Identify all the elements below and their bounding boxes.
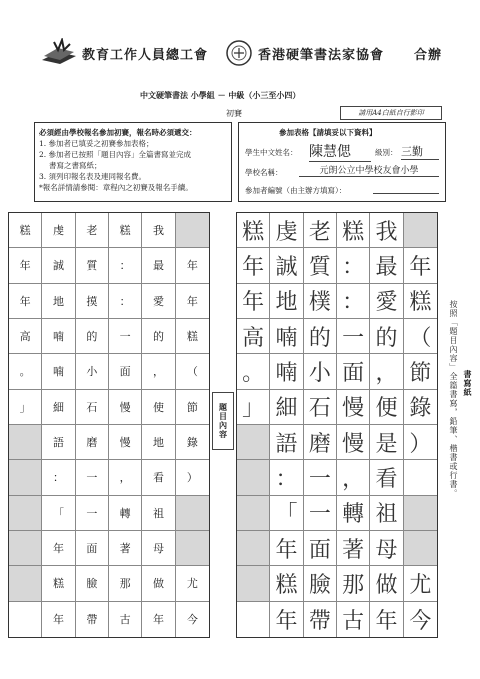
reference-char-cell: 喃 — [42, 354, 75, 389]
reference-char-cell: 我 — [142, 213, 175, 248]
written-char-cell — [237, 496, 270, 531]
written-char-cell: 樸 — [304, 284, 337, 319]
reference-char-cell — [9, 566, 42, 601]
written-char-cell: 年 — [270, 531, 303, 566]
written-char-cell: 是 — [370, 425, 403, 460]
written-char-cell: 喃 — [270, 319, 303, 354]
written-char-cell: 喃 — [270, 354, 303, 389]
reference-char-cell: 的 — [76, 319, 109, 354]
reference-char-cell: 年 — [176, 248, 209, 283]
reference-char-cell: 糕 — [9, 213, 42, 248]
reference-char-cell: ， — [109, 460, 142, 495]
reference-char-cell: 母 — [142, 531, 175, 566]
seal-logo-icon — [226, 40, 252, 66]
reference-char-cell: 尤 — [176, 566, 209, 601]
written-char-cell — [237, 460, 270, 495]
topic-label-box — [212, 392, 234, 450]
written-char-cell: ， — [370, 354, 403, 389]
written-char-cell: 做 — [370, 566, 403, 601]
instruction-item: 書寫之書寫紙； — [49, 161, 102, 170]
written-char-cell: 細 — [270, 390, 303, 425]
reference-char-cell: 地 — [42, 284, 75, 319]
instruction-item: *報名詳情請參閱：章程內之初賽及報名手續。 — [39, 183, 193, 192]
written-char-cell — [237, 566, 270, 601]
written-char-cell: 老 — [304, 213, 337, 248]
written-char-cell: 尤 — [404, 566, 437, 601]
written-char-cell: 高 — [237, 319, 270, 354]
id-field[interactable] — [373, 193, 439, 194]
written-char-cell: 愛 — [370, 284, 403, 319]
instructions-title: 必須經由學校報名參加初賽，報名時必須遞交： — [39, 128, 197, 137]
reference-char-cell: 一 — [76, 496, 109, 531]
reference-char-cell — [9, 531, 42, 566]
written-char-cell — [237, 531, 270, 566]
reference-char-cell — [9, 496, 42, 531]
reference-char-cell: 做 — [142, 566, 175, 601]
written-char-cell: 臉 — [304, 566, 337, 601]
written-char-cell: 」 — [237, 390, 270, 425]
written-char-cell: 慢 — [337, 425, 370, 460]
written-char-cell: 石 — [304, 390, 337, 425]
reference-char-cell: 轉 — [109, 496, 142, 531]
reference-char-cell: 石 — [76, 390, 109, 425]
reference-char-cell: 節 — [176, 390, 209, 425]
written-char-cell: 糕 — [237, 213, 270, 248]
org-right-name: 香港硬筆書法家協會 — [258, 48, 385, 63]
reference-char-cell: 糕 — [42, 566, 75, 601]
written-char-cell: 。 — [237, 354, 270, 389]
reference-char-cell: 質 — [76, 248, 109, 283]
written-char-cell — [404, 213, 437, 248]
reference-char-cell — [176, 531, 209, 566]
class-field[interactable]: 三勤 — [401, 143, 439, 160]
reference-char-cell — [176, 496, 209, 531]
written-char-cell — [404, 496, 437, 531]
written-char-cell: 虔 — [270, 213, 303, 248]
written-char-cell: 便 — [370, 390, 403, 425]
reference-char-cell: ） — [176, 460, 209, 495]
side-note-text: 按照「題目內容」全篇書寫，鉛筆、楷書或行書。 — [449, 300, 458, 498]
written-char-cell: 面 — [304, 531, 337, 566]
written-char-cell: 母 — [370, 531, 403, 566]
instructions-box — [34, 122, 232, 202]
reference-char-cell: 喃 — [42, 319, 75, 354]
reference-char-cell: 那 — [109, 566, 142, 601]
written-char-cell: 慢 — [337, 390, 370, 425]
written-char-cell: 一 — [304, 496, 337, 531]
written-char-cell: 錄 — [404, 390, 437, 425]
reference-char-cell: 帶 — [76, 602, 109, 637]
reference-char-cell: ： — [42, 460, 75, 495]
written-char-cell: 節 — [404, 354, 437, 389]
written-char-cell: 年 — [237, 248, 270, 283]
written-char-cell: 古 — [337, 602, 370, 637]
reference-char-cell: 面 — [109, 354, 142, 389]
reference-char-cell: 糕 — [109, 213, 142, 248]
written-char-cell — [237, 602, 270, 637]
reference-char-cell: 的 — [142, 319, 175, 354]
name-label: 學生中文姓名： — [245, 148, 298, 157]
reference-char-cell: 糕 — [176, 319, 209, 354]
topic-label: 題目內容 — [218, 403, 229, 439]
school-field[interactable]: 元朗公立中學校友會小學 — [299, 163, 439, 177]
reference-char-cell — [176, 213, 209, 248]
reference-char-cell: 誠 — [42, 248, 75, 283]
reference-char-cell: 慢 — [109, 425, 142, 460]
reference-char-cell: 年 — [176, 284, 209, 319]
written-char-cell: 糕 — [404, 284, 437, 319]
written-char-cell — [237, 425, 270, 460]
written-char-cell: 祖 — [370, 496, 403, 531]
category-title: 中文硬筆書法 小學組 － 中級（小三至小四） — [140, 90, 301, 100]
reference-char-cell: （ — [176, 354, 209, 389]
written-char-cell: ： — [337, 248, 370, 283]
books-logo-icon — [40, 38, 78, 68]
written-char-cell: 我 — [370, 213, 403, 248]
reference-char-cell: 祖 — [142, 496, 175, 531]
written-char-cell: 質 — [304, 248, 337, 283]
instruction-item: 2. 參加者已按照「題目內容」全篇書寫並完成 — [39, 150, 192, 159]
reference-char-cell: 面 — [76, 531, 109, 566]
reference-char-cell: 虔 — [42, 213, 75, 248]
written-char-cell: 一 — [337, 319, 370, 354]
side-note-title: 書寫紙 — [463, 370, 473, 397]
reference-char-cell — [9, 425, 42, 460]
reference-char-cell: 地 — [142, 425, 175, 460]
org-logo-right — [226, 40, 252, 66]
reference-char-cell: 磨 — [76, 425, 109, 460]
instruction-item: 1. 參加者已填妥之初賽參加表格； — [39, 139, 154, 148]
written-char-cell: 最 — [370, 248, 403, 283]
written-char-cell: ： — [270, 460, 303, 495]
name-field[interactable]: 陳慧偲 — [309, 141, 371, 162]
class-label: 級別： — [375, 148, 398, 157]
reference-char-cell: 古 — [109, 602, 142, 637]
reference-char-cell: 年 — [42, 602, 75, 637]
written-char-cell: 年 — [237, 284, 270, 319]
reference-char-cell: 使 — [142, 390, 175, 425]
written-char-cell: 年 — [370, 602, 403, 637]
reference-char-cell: 摸 — [76, 284, 109, 319]
written-char-cell: 今 — [409, 608, 432, 634]
reference-char-cell: 最 — [142, 248, 175, 283]
written-char-cell: 著 — [337, 531, 370, 566]
written-char-cell — [404, 460, 437, 495]
reference-char-cell: 「 — [42, 496, 75, 531]
reference-char-cell: 細 — [42, 390, 75, 425]
reference-char-cell: 臉 — [76, 566, 109, 601]
reference-char-cell: 」 — [9, 390, 42, 425]
written-char-cell: 轉 — [337, 496, 370, 531]
written-char-cell — [404, 531, 437, 566]
reference-char-cell: ： — [109, 284, 142, 319]
reference-char-cell: 一 — [76, 460, 109, 495]
reference-char-cell: 一 — [109, 319, 142, 354]
org-left-name: 教育工作人員總工會 — [82, 48, 209, 63]
reference-char-cell — [9, 460, 42, 495]
written-char-cell: ： — [337, 284, 370, 319]
reference-char-cell: ： — [109, 248, 142, 283]
reference-char-cell: 高 — [9, 319, 42, 354]
instruction-item: 3. 須列印報名表及連同報名費。 — [39, 172, 147, 181]
written-char-cell: 糕 — [337, 213, 370, 248]
reference-char-cell: 小 — [76, 354, 109, 389]
reference-char-cell: 錄 — [176, 425, 209, 460]
written-char-cell: 看 — [370, 460, 403, 495]
co-host-label: 合辦 — [414, 48, 443, 63]
written-char-cell: 「 — [270, 496, 303, 531]
written-char-cell: 年 — [270, 602, 303, 637]
org-logo-left — [40, 38, 78, 68]
written-char-cell: 糕 — [270, 566, 303, 601]
written-char-cell: 語 — [270, 425, 303, 460]
entry-form-box — [238, 122, 446, 202]
written-char-cell: 一 — [304, 460, 337, 495]
written-char-cell: （ — [404, 319, 437, 354]
print-stamp: 請用A4白紙自行影印 — [340, 106, 442, 120]
reference-char-cell: 年 — [42, 531, 75, 566]
reference-char-cell: ， — [142, 354, 175, 389]
reference-char-cell: 。 — [9, 354, 42, 389]
reference-text-grid — [8, 212, 210, 638]
school-label: 學校名稱： — [245, 168, 283, 177]
written-char-cell: 誠 — [270, 248, 303, 283]
reference-char-cell: 今 — [186, 613, 198, 627]
written-char-cell: 的 — [304, 319, 337, 354]
round-label: 初賽 — [226, 109, 242, 118]
form-title: 參加表格【請填妥以下資料】 — [279, 128, 377, 137]
reference-char-cell: 年 — [9, 284, 42, 319]
reference-char-cell: 慢 — [109, 390, 142, 425]
reference-char-cell: 愛 — [142, 284, 175, 319]
reference-char-cell: 語 — [42, 425, 75, 460]
written-char-cell: 小 — [304, 354, 337, 389]
written-char-cell: 面 — [337, 354, 370, 389]
reference-char-cell: 老 — [76, 213, 109, 248]
written-char-cell: 的 — [370, 319, 403, 354]
reference-char-cell: 年 — [9, 248, 42, 283]
reference-char-cell: 看 — [142, 460, 175, 495]
written-char-cell: 那 — [337, 566, 370, 601]
written-char-cell: 年 — [404, 248, 437, 283]
written-char-cell: 磨 — [304, 425, 337, 460]
writing-grid — [236, 212, 438, 638]
reference-char-cell: 年 — [142, 602, 175, 637]
written-char-cell: 帶 — [304, 602, 337, 637]
written-char-cell: ， — [337, 460, 370, 495]
written-char-cell: ） — [404, 425, 437, 460]
reference-char-cell — [9, 602, 42, 637]
id-label: 參加者編號（由主辦方填寫）： — [245, 186, 347, 195]
reference-char-cell: 著 — [109, 531, 142, 566]
written-char-cell: 地 — [270, 284, 303, 319]
